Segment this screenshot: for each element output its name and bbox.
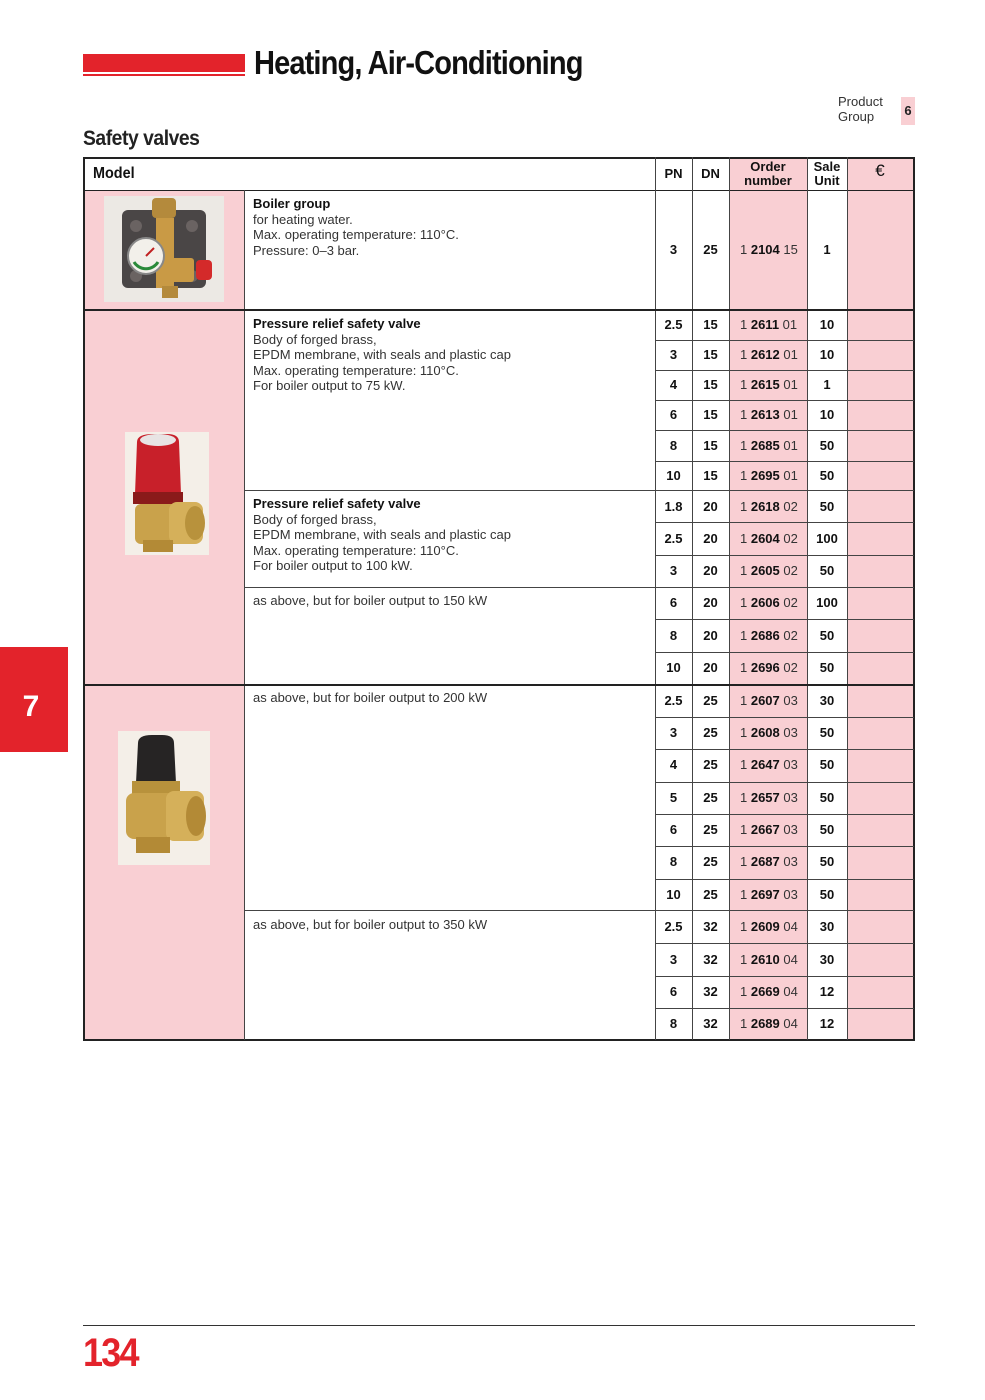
order-suffix: 03 (779, 822, 798, 837)
row-separator (656, 879, 914, 880)
cell-dn: 32 (703, 1016, 718, 1031)
cell-order-number (740, 347, 807, 362)
order-prefix: 1 (740, 468, 751, 483)
cell-dn: 25 (703, 822, 718, 837)
cell-dn: 20 (703, 595, 718, 610)
cell-sale-unit: 100 (816, 531, 838, 546)
cell-pn: 6 (669, 407, 678, 422)
order-prefix: 1 (740, 242, 751, 257)
order-suffix: 03 (779, 887, 798, 902)
order-main: 2669 (750, 984, 780, 999)
cell-dn: 15 (703, 317, 718, 332)
order-main: 2667 (750, 822, 780, 837)
header-sale-unit: Sale Unit (813, 159, 841, 188)
cell-order-number (740, 317, 807, 332)
order-suffix: 01 (779, 377, 798, 392)
header-price: € (875, 161, 885, 180)
cell-order-number (740, 854, 807, 869)
cell-dn: 15 (703, 468, 718, 483)
table-left-border (83, 157, 85, 1041)
row-separator (656, 717, 914, 718)
cell-order-number (740, 628, 807, 643)
row-separator (656, 846, 914, 847)
cell-order-number (740, 438, 807, 453)
order-main: 2611 (750, 317, 780, 332)
order-suffix: 02 (779, 660, 798, 675)
page-title: Heating, Air-Conditioning (254, 44, 583, 81)
order-main: 2613 (750, 407, 780, 422)
cell-pn: 3 (669, 242, 678, 257)
order-main: 2610 (750, 952, 780, 967)
red-safety-valve-image (125, 432, 209, 555)
cell-pn: 2.5 (664, 693, 683, 708)
order-main: 2657 (750, 790, 780, 805)
header-model: Model (93, 165, 135, 182)
group-description: as above, but for boiler output to 350 kW (253, 917, 488, 932)
cell-sale-unit: 12 (819, 984, 835, 999)
order-suffix: 03 (779, 854, 798, 869)
row-separator (656, 461, 914, 462)
cell-sale-unit: 50 (819, 499, 835, 514)
black-safety-valve-image (118, 731, 210, 865)
cell-dn: 20 (703, 531, 718, 546)
group-separator (84, 684, 914, 686)
order-main: 2686 (750, 628, 780, 643)
cell-pn: 4 (669, 377, 678, 392)
group-description: Pressure relief safety valve Body of forged brass, EPDM membrane, with seals and plastic cap Max. operating temperature: 110°C. For boiler output to 75 kW. (253, 316, 511, 393)
cell-order-number (740, 757, 807, 772)
cell-pn: 3 (669, 563, 678, 578)
cell-dn: 20 (703, 628, 718, 643)
cell-pn: 6 (669, 822, 678, 837)
group-description: Pressure relief safety valve Body of forged brass, EPDM membrane, with seals and plastic cap Max. operating temperature: 110°C. For boiler output to 100 kW. (253, 496, 511, 573)
order-suffix: 02 (779, 499, 798, 514)
cell-order-number (740, 407, 807, 422)
cell-order-number (740, 242, 807, 257)
cell-sale-unit: 50 (819, 660, 835, 675)
cell-order-number (740, 468, 807, 483)
cell-sale-unit: 30 (819, 919, 835, 934)
order-prefix: 1 (740, 854, 751, 869)
cell-pn: 10 (666, 468, 681, 483)
header-order-number: Order number (744, 159, 792, 188)
cell-order-number (740, 1016, 807, 1031)
order-suffix: 03 (779, 725, 798, 740)
cell-dn: 25 (703, 854, 718, 869)
cell-pn: 10 (666, 660, 681, 675)
cell-pn: 8 (669, 628, 678, 643)
order-main: 2606 (750, 595, 780, 610)
cell-dn: 25 (703, 693, 718, 708)
cell-dn: 25 (703, 725, 718, 740)
cell-dn: 25 (703, 887, 718, 902)
col-sep-image (244, 190, 245, 1040)
boiler-group-photo (104, 196, 224, 302)
cell-pn: 8 (669, 1016, 678, 1031)
order-suffix: 03 (779, 757, 798, 772)
cell-sale-unit: 50 (819, 854, 835, 869)
order-prefix: 1 (740, 887, 751, 902)
cell-order-number (740, 822, 807, 837)
cell-pn: 10 (666, 887, 681, 902)
order-main: 2607 (750, 693, 780, 708)
col-sep-price (847, 157, 848, 1040)
boiler-group-image (104, 196, 224, 302)
cell-order-number (740, 790, 807, 805)
order-prefix: 1 (740, 595, 751, 610)
row-separator (656, 522, 914, 523)
row-separator (656, 400, 914, 401)
order-prefix: 1 (740, 628, 751, 643)
cell-sale-unit: 50 (819, 628, 835, 643)
cell-dn: 20 (703, 660, 718, 675)
group-separator (245, 490, 914, 491)
cell-dn: 15 (703, 438, 718, 453)
order-prefix: 1 (740, 438, 751, 453)
order-suffix: 04 (779, 919, 798, 934)
red-safety-valve-photo (125, 432, 209, 555)
group-description: as above, but for boiler output to 150 kW (253, 593, 488, 608)
order-prefix: 1 (740, 757, 751, 772)
cell-sale-unit: 50 (819, 822, 835, 837)
order-suffix: 01 (779, 468, 798, 483)
order-suffix: 02 (779, 628, 798, 643)
order-prefix: 1 (740, 660, 751, 675)
order-suffix: 04 (779, 952, 798, 967)
order-prefix: 1 (740, 1016, 751, 1031)
order-main: 2687 (750, 854, 780, 869)
order-prefix: 1 (740, 725, 751, 740)
cell-pn: 1.8 (664, 499, 683, 514)
cell-dn: 32 (703, 984, 718, 999)
row-separator (656, 619, 914, 620)
order-main: 2104 (750, 242, 780, 257)
order-suffix: 01 (779, 317, 798, 332)
order-suffix: 02 (779, 563, 798, 578)
order-suffix: 04 (779, 1016, 798, 1031)
order-suffix: 02 (779, 531, 798, 546)
order-main: 2696 (750, 660, 780, 675)
cell-pn: 3 (669, 725, 678, 740)
order-suffix: 03 (779, 790, 798, 805)
order-prefix: 1 (740, 563, 751, 578)
row-separator (656, 340, 914, 341)
group-separator (245, 587, 914, 588)
cell-order-number (740, 887, 807, 902)
order-prefix: 1 (740, 952, 751, 967)
chapter-tab: 7 (0, 647, 68, 752)
group-description: as above, but for boiler output to 200 kW (253, 690, 488, 705)
row-separator (656, 782, 914, 783)
table-bottom-border (83, 1039, 915, 1041)
cell-pn: 6 (669, 595, 678, 610)
table-header-border (83, 190, 915, 191)
cell-order-number (740, 984, 807, 999)
order-main: 2604 (750, 531, 780, 546)
order-prefix: 1 (740, 499, 751, 514)
order-prefix: 1 (740, 919, 751, 934)
cell-order-number (740, 595, 807, 610)
order-prefix: 1 (740, 317, 751, 332)
order-suffix: 04 (779, 984, 798, 999)
cell-order-number (740, 952, 807, 967)
cell-sale-unit: 50 (819, 468, 835, 483)
header-dn: DN (701, 166, 720, 181)
order-suffix: 01 (779, 407, 798, 422)
cell-pn: 5 (669, 790, 678, 805)
cell-order-number (740, 725, 807, 740)
order-main: 2612 (750, 347, 780, 362)
row-separator (656, 430, 914, 431)
order-main: 2647 (750, 757, 780, 772)
cell-dn: 20 (703, 563, 718, 578)
row-separator (656, 1008, 914, 1009)
header-pn: PN (664, 166, 683, 181)
table-top-border (83, 157, 915, 159)
cell-sale-unit: 50 (819, 725, 835, 740)
cell-sale-unit: 1 (823, 377, 831, 392)
cell-sale-unit: 30 (819, 693, 835, 708)
cell-sale-unit: 10 (819, 317, 835, 332)
order-prefix: 1 (740, 347, 751, 362)
order-suffix: 01 (779, 438, 798, 453)
image-column-bg (84, 190, 244, 1040)
cell-pn: 2.5 (664, 531, 683, 546)
order-main: 2608 (750, 725, 780, 740)
row-separator (656, 943, 914, 944)
cell-order-number (740, 919, 807, 934)
order-main: 2685 (750, 438, 780, 453)
order-suffix: 01 (779, 347, 798, 362)
cell-order-number (740, 531, 807, 546)
black-safety-valve-photo (118, 731, 210, 865)
order-main: 2618 (750, 499, 780, 514)
cell-dn: 15 (703, 377, 718, 392)
cell-pn: 3 (669, 347, 678, 362)
order-main: 2697 (750, 887, 780, 902)
cell-pn: 2.5 (664, 317, 683, 332)
cell-sale-unit: 50 (819, 438, 835, 453)
order-main: 2695 (750, 468, 780, 483)
order-prefix: 1 (740, 822, 751, 837)
order-prefix: 1 (740, 693, 751, 708)
order-main: 2615 (750, 377, 780, 392)
cell-sale-unit: 1 (823, 242, 831, 257)
cell-dn: 20 (703, 499, 718, 514)
row-separator (656, 749, 914, 750)
product-group-number: 6 (901, 97, 915, 125)
cell-sale-unit: 50 (819, 790, 835, 805)
page-number: 134 (83, 1331, 138, 1375)
cell-sale-unit: 30 (819, 952, 835, 967)
cell-order-number (740, 377, 807, 392)
cell-pn: 8 (669, 438, 678, 453)
cell-sale-unit: 50 (819, 757, 835, 772)
order-prefix: 1 (740, 377, 751, 392)
order-suffix: 03 (779, 693, 798, 708)
cell-dn: 15 (703, 347, 718, 362)
cell-dn: 32 (703, 952, 718, 967)
group-description: Boiler group for heating water. Max. operating temperature: 110°C. Pressure: 0–3 bar. (253, 196, 459, 258)
cell-dn: 25 (703, 757, 718, 772)
cell-order-number (740, 660, 807, 675)
cell-sale-unit: 10 (819, 347, 835, 362)
cell-sale-unit: 100 (816, 595, 838, 610)
group-separator (245, 910, 914, 911)
cell-pn: 8 (669, 854, 678, 869)
order-main: 2609 (750, 919, 780, 934)
order-prefix: 1 (740, 984, 751, 999)
table-right-border (913, 157, 915, 1041)
order-main: 2689 (750, 1016, 780, 1031)
col-sep-order (729, 157, 730, 1040)
product-group-label: Product Group (838, 94, 883, 124)
cell-order-number (740, 693, 807, 708)
cell-sale-unit: 10 (819, 407, 835, 422)
order-prefix: 1 (740, 407, 751, 422)
order-prefix: 1 (740, 531, 751, 546)
cell-order-number (740, 563, 807, 578)
cell-dn: 15 (703, 407, 718, 422)
footer-rule (83, 1325, 915, 1326)
group-separator (84, 309, 914, 311)
cell-sale-unit: 50 (819, 563, 835, 578)
cell-pn: 6 (669, 984, 678, 999)
section-title: Safety valves (83, 127, 200, 150)
order-suffix: 15 (779, 242, 798, 257)
cell-sale-unit: 50 (819, 887, 835, 902)
order-main: 2605 (750, 563, 780, 578)
row-separator (656, 652, 914, 653)
cell-dn: 32 (703, 919, 718, 934)
order-prefix: 1 (740, 790, 751, 805)
price-column-bg (848, 158, 913, 1040)
cell-pn: 4 (669, 757, 678, 772)
row-separator (656, 814, 914, 815)
cell-order-number (740, 499, 807, 514)
cell-pn: 2.5 (664, 919, 683, 934)
row-separator (656, 976, 914, 977)
cell-sale-unit: 12 (819, 1016, 835, 1031)
row-separator (656, 555, 914, 556)
cell-pn: 3 (669, 952, 678, 967)
row-separator (656, 370, 914, 371)
cell-dn: 25 (703, 242, 718, 257)
order-suffix: 02 (779, 595, 798, 610)
cell-dn: 25 (703, 790, 718, 805)
